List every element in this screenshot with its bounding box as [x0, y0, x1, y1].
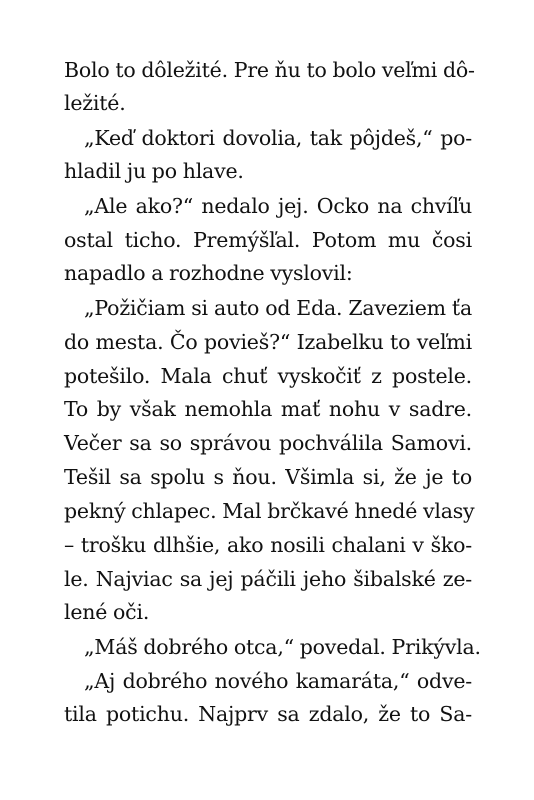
text-line: pekný chlapec. Mal brčkavé hnedé vlasy	[64, 499, 475, 523]
text-line: do mesta. Čo povieš?“ Izabelku to veľmi	[64, 330, 472, 354]
text-line: „Máš dobrého otca,“ povedal. Prikývla.	[84, 635, 481, 659]
text-line: napadlo a rozhodne vyslovil:	[64, 261, 353, 285]
text-line: „Keď doktori dovolia, tak pôjdeš,“ po-	[84, 126, 472, 150]
text-line: „Ale ako?“ nedalo jej. Ocko na chvíľu	[84, 194, 472, 218]
text-line: – trošku dlhšie, ako nosili chalani v ško-	[64, 533, 472, 557]
text-line: hladil ju po hlave.	[64, 159, 244, 183]
text-line: ostal ticho. Premýšľal. Potom mu čosi	[64, 228, 472, 252]
text-line: „Aj dobrého nového kamaráta,“ odve-	[84, 669, 472, 693]
text-line: le. Najviac sa jej páčili jeho šibalské ze-	[64, 567, 472, 591]
text-line: ležité.	[64, 91, 126, 115]
text-line: „Požičiam si auto od Eda. Zaveziem ťa	[84, 296, 472, 320]
text-line: Večer sa so správou pochválila Samovi.	[64, 431, 472, 455]
text-line: potešilo. Mala chuť vyskočiť z postele.	[64, 364, 472, 388]
text-line: tila potichu. Najprv sa zdalo, že to Sa-	[64, 702, 472, 726]
text-line: Tešil sa spolu s ňou. Všimla si, že je to	[64, 465, 472, 489]
text-line: To by však nemohla mať nohu v sadre.	[64, 397, 472, 421]
text-line: Bolo to dôležité. Pre ňu to bolo veľmi dô-	[64, 58, 475, 82]
text-line: lené oči.	[64, 600, 150, 624]
